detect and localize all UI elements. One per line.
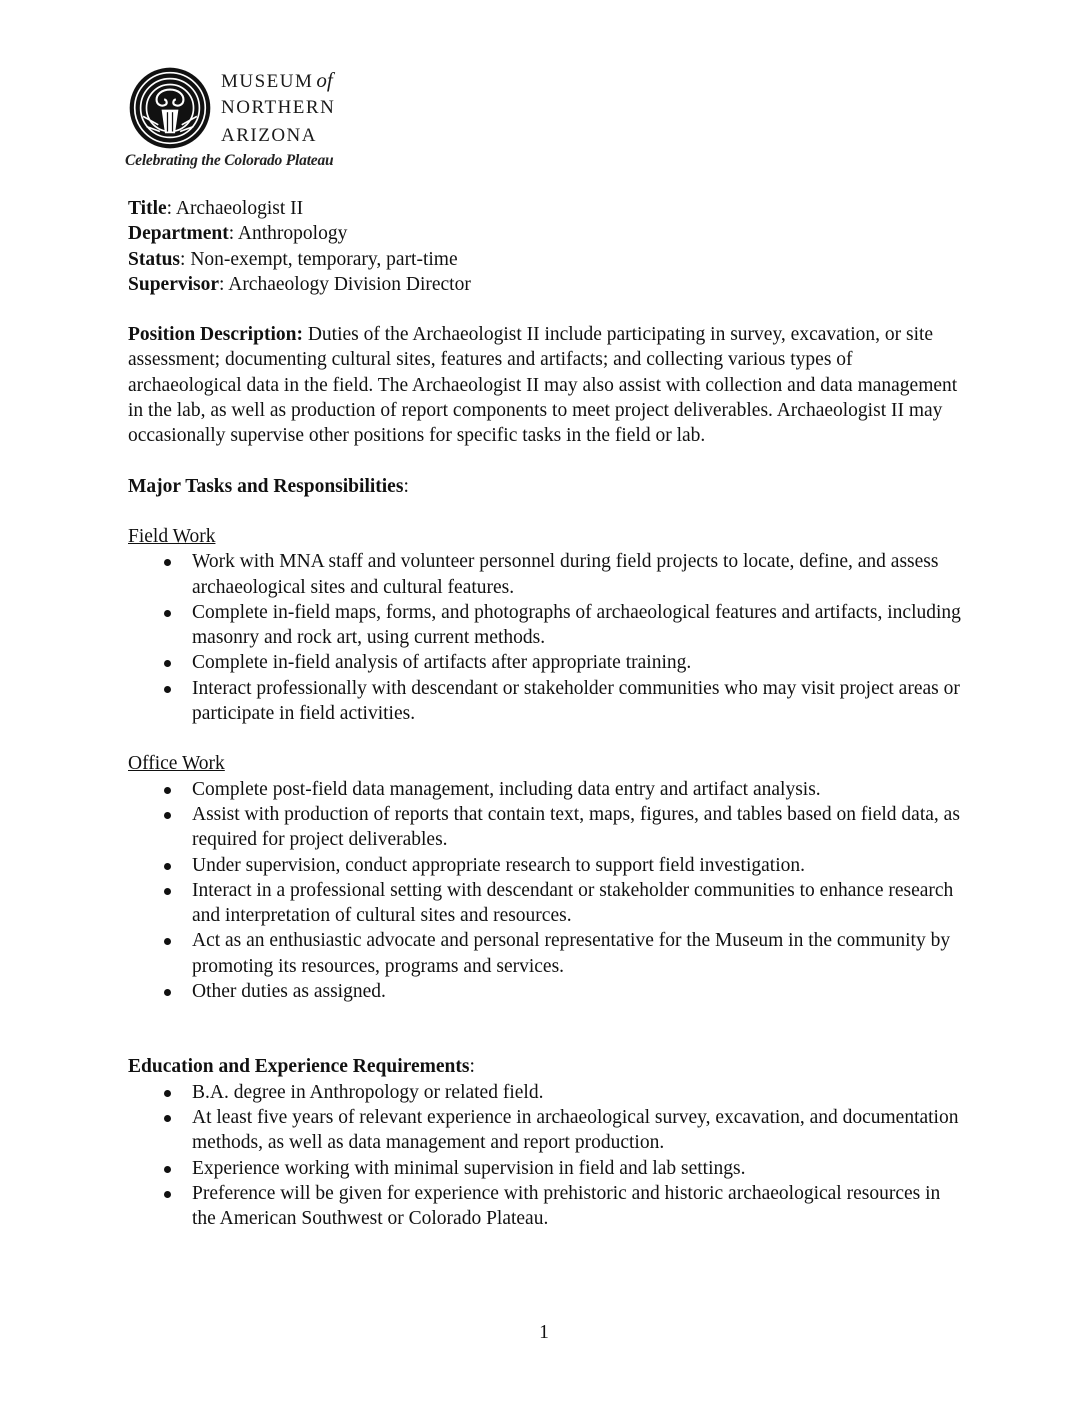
office-work-list — [128, 777, 968, 1005]
title-field — [128, 196, 968, 221]
list-item: At least five years of relevant experience in archaeological survey, excavation, and documentation methods, as well as data management and report production. — [192, 1105, 968, 1156]
list-item: Assist with production of reports that contain text, maps, figures, and tables based on field data, as required for project deliverables. — [192, 802, 968, 853]
education-list — [128, 1080, 968, 1232]
logo-tagline: Celebrating the Colorado Plateau — [125, 152, 334, 169]
supervisor-value: : Archaeology Division Director — [219, 273, 471, 295]
major-tasks-heading-text: Major Tasks and Responsibilities — [128, 475, 404, 497]
list-item: Other duties as assigned. — [192, 979, 968, 1004]
status-field — [128, 247, 968, 272]
list-item: Complete in-field analysis of artifacts after appropriate training. — [192, 650, 968, 675]
page-number: 1 — [539, 1322, 549, 1343]
position-description-label: Position Description: — [128, 324, 303, 346]
museum-emblem-icon — [128, 66, 212, 150]
list-item: Interact professionally with descendant or stakeholder communities who may visit project areas or participate in field activities. — [192, 676, 968, 727]
education-colon: : — [469, 1056, 475, 1078]
position-description-text: Duties of the Archaeologist II include participating in survey, excavation, or site assessment; documenting cultural sites, features and artifacts; and collecting various types of archaeological data in the field. The Archaeologist II may also assist with collection and data management in the lab, as well as production of report components to meet project deliverables. Archaeologist II may occasionally supervise other positions for specific tasks in the field or lab. — [128, 324, 958, 447]
logo-name-line1: MUSEUM — [221, 71, 314, 92]
list-item: Complete post-field data management, including data entry and artifact analysis. — [192, 777, 968, 802]
logo-name-of: of — [316, 68, 333, 92]
list-item: Complete in-field maps, forms, and photographs of archaeological features and artifacts, including masonry and rock art, using current methods. — [192, 600, 968, 651]
office-work-heading: Office Work — [128, 753, 225, 775]
job-description-body — [128, 196, 968, 1231]
department-value: : Anthropology — [228, 223, 348, 245]
list-item: Interact in a professional setting with descendant or stakeholder communities to enhance research and interpretation of cultural sites and resources. — [192, 878, 968, 929]
major-tasks-heading — [128, 474, 968, 499]
education-heading — [128, 1054, 968, 1079]
title-value: : Archaeologist II — [166, 198, 304, 219]
museum-name — [221, 66, 335, 150]
department-field — [128, 221, 968, 246]
list-item: B.A. degree in Anthropology or related field. — [192, 1080, 968, 1105]
field-work-list — [128, 549, 968, 726]
position-description — [128, 322, 968, 448]
status-value: : Non-exempt, temporary, part-time — [180, 248, 458, 270]
major-tasks-colon: : — [403, 475, 409, 497]
logo-name-line2: NORTHERN — [221, 97, 336, 118]
list-item: Act as an enthusiastic advocate and personal representative for the Museum in the community by promoting its resources, programs and services. — [192, 928, 968, 979]
logo-name-line3: ARIZONA — [221, 125, 317, 146]
list-item: Under supervision, conduct appropriate research to support field investigation. — [192, 853, 968, 878]
supervisor-field — [128, 272, 968, 297]
department-label: Department — [128, 223, 229, 245]
list-item: Preference will be given for experience with prehistoric and historic archaeological resources in the American Southwest or Colorado Plateau. — [192, 1181, 968, 1232]
supervisor-label: Supervisor — [128, 273, 220, 295]
museum-logo — [125, 60, 385, 180]
education-heading-text: Education and Experience Requirements — [128, 1056, 470, 1078]
list-item: Experience working with minimal supervision in field and lab settings. — [192, 1156, 968, 1181]
field-work-heading: Field Work — [128, 525, 216, 547]
title-label: Title — [128, 198, 167, 219]
status-label: Status — [128, 248, 181, 270]
list-item: Work with MNA staff and volunteer personnel during field projects to locate, define, and assess archaeological sites and cultural features. — [192, 549, 968, 600]
